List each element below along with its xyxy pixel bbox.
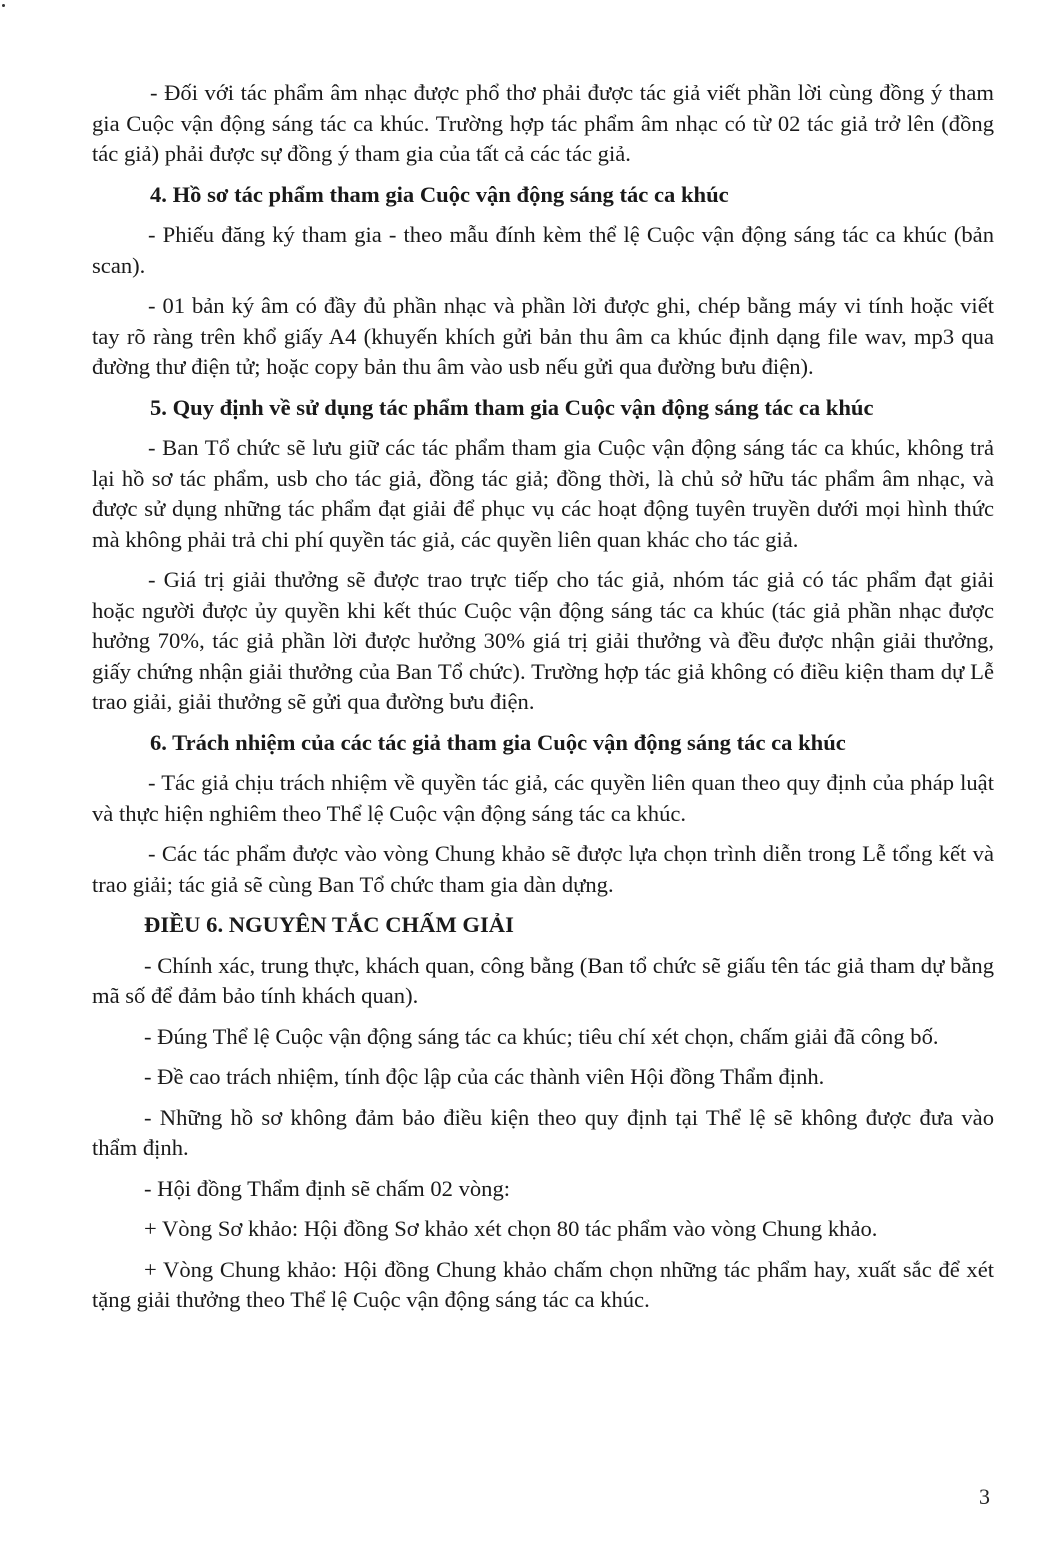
paragraph-accuracy-fairness: - Chính xác, trung thực, khách quan, công bằng (Ban tổ chức sẽ giấu tên tác giả tham dự bằng mã số để đảm bảo tính khách quan). xyxy=(92,952,994,1008)
paragraph-final-round-performance: - Các tác phẩm được vào vòng Chung khảo sẽ được lựa chọn trình diễn trong Lễ tổng kết và trao giải; tác giả sẽ cùng Ban Tổ chức tham gia dàn dựng. xyxy=(92,841,994,897)
article-heading-6-judging-principles: ĐIỀU 6. NGUYÊN TẮC CHẤM GIẢI xyxy=(144,912,514,937)
paragraph-prize-value: - Giá trị giải thưởng sẽ được trao trực tiếp cho tác giả, nhóm tác giả có tác phẩm đạt giải hoặc người được ủy quyền khi kết thúc Cuộc vận động sáng tác ca khúc (tác giả phần nhạc được hưởng 70%, tác giả phần lời được hưởng 30% giá trị giải thưởng và đều được nhận giải thưởng, giấy chứng nhận giải thưởng của Ban Tổ chức). Trường hợp tác giả không có điều kiện tham dự Lễ trao giải, giải thưởng sẽ gửi qua đường bưu điện. xyxy=(92,567,994,714)
paragraph-preliminary-round: + Vòng Sơ khảo: Hội đồng Sơ khảo xét chọn 80 tác phẩm vào vòng Chung khảo. xyxy=(144,1216,878,1241)
page-number: 3 xyxy=(979,1484,990,1509)
paragraph-two-rounds: - Hội đồng Thẩm định sẽ chấm 02 vòng: xyxy=(144,1175,511,1201)
paragraph-jury-independence: - Đề cao trách nhiệm, tính độc lập của các thành viên Hội đồng Thẩm định. xyxy=(144,1064,825,1089)
section-heading-5-usage: 5. Quy định về sử dụng tác phẩm tham gia Cuộc vận động sáng tác ca khúc xyxy=(150,394,874,420)
paragraph-score-copy: - 01 bản ký âm có đầy đủ phần nhạc và phần lời được ghi, chép bằng máy vi tính hoặc viết tay rõ ràng trên khổ giấy A4 (khuyến khích gửi bản thu âm ca khúc định dạng file wav, mp3 qua đường thư điện tử; hoặc copy bản thu âm vào usb nếu gửi qua đường bưu điện). xyxy=(92,293,994,379)
paragraph-final-round: + Vòng Chung khảo: Hội đồng Chung khảo chấm chọn những tác phẩm hay, xuất sắc để xét tặng giải thưởng theo Thể lệ Cuộc vận động sáng tác ca khúc. xyxy=(92,1256,994,1312)
paragraph-follow-rules: - Đúng Thể lệ Cuộc vận động sáng tác ca khúc; tiêu chí xét chọn, chấm giải đã công bố. xyxy=(144,1023,939,1049)
paragraph-registration-form: - Phiếu đăng ký tham gia - theo mẫu đính kèm thể lệ Cuộc vận động sáng tác ca khúc (bản scan). xyxy=(92,222,994,278)
paragraph-author-responsibility: - Tác giả chịu trách nhiệm về quyền tác giả, các quyền liên quan theo quy định của pháp luật và thực hiện nghiêm theo Thể lệ Cuộc vận động sáng tác ca khúc. xyxy=(92,770,994,826)
section-heading-4-dossier: 4. Hồ sơ tác phẩm tham gia Cuộc vận động sáng tác ca khúc xyxy=(150,181,729,207)
paragraph-organizer-rights: - Ban Tổ chức sẽ lưu giữ các tác phẩm tham gia Cuộc vận động sáng tác ca khúc, không trả lại hồ sơ tác phẩm, usb cho tác giả, đồng tác giả; đồng thời, là chủ sở hữu tác phẩm âm nhạc, và được sử dụng những tác phẩm đạt giải để phục vụ các hoạt động tuyên truyền dưới mọi hình thức mà không phải trả chi phí quyền tác giả, các quyền liên quan khác cho tác giả. xyxy=(92,435,994,552)
paragraph-lyrics-consent: - Đối với tác phẩm âm nhạc được phổ thơ phải được tác giả viết phần lời cùng đồng ý tham gia Cuộc vận động sáng tác ca khúc. Trường hợp tác phẩm âm nhạc có từ 02 tác giả trở lên (đồng tác giả) phải được sự đồng ý tham gia của tất cả các tác giả. xyxy=(92,80,994,166)
scan-dot-mark xyxy=(2,4,5,7)
paragraph-invalid-dossier: - Những hồ sơ không đảm bảo điều kiện theo quy định tại Thể lệ sẽ không được đưa vào thẩm định. xyxy=(92,1104,994,1160)
section-heading-6-responsibility: 6. Trách nhiệm của các tác giả tham gia Cuộc vận động sáng tác ca khúc xyxy=(150,729,846,755)
